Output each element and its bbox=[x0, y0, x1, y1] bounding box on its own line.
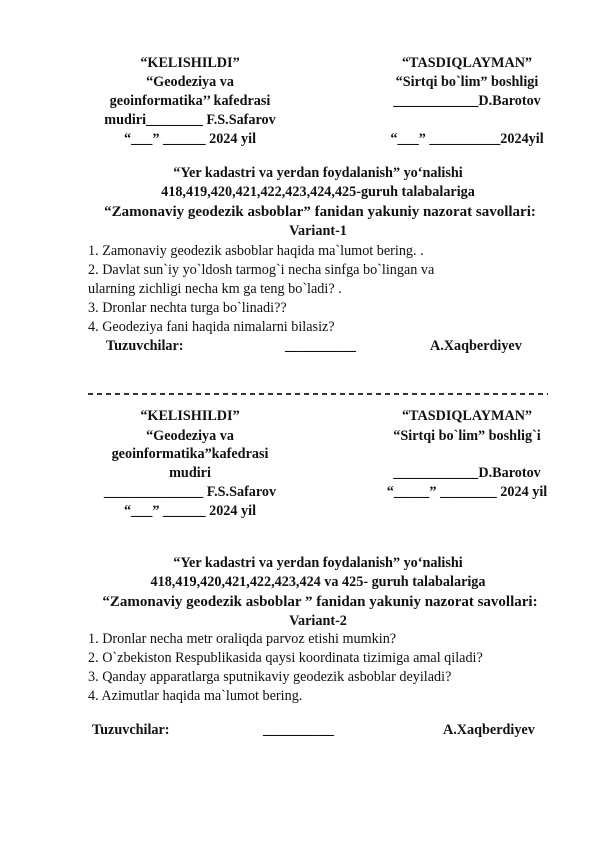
approval-left-line: geoinformatika’’ kafedrasi bbox=[109, 93, 271, 109]
approval-right-line: “___” __________2024yil bbox=[390, 131, 544, 147]
signature-line: __________ bbox=[285, 338, 356, 354]
approval-left-line: ______________ F.S.Safarov bbox=[103, 484, 277, 500]
question-item: 3. Qanday apparatlarga sputnikaviy geodezik asboblar deyiladi? bbox=[88, 669, 452, 685]
question-item: 1. Dronlar necha metr oraliqda parvoz etishi mumkin? bbox=[88, 631, 397, 647]
variant-title: Variant-1 bbox=[289, 223, 347, 239]
variant-title: Variant-2 bbox=[289, 613, 347, 629]
approval-right-line: “_____” ________ 2024 yil bbox=[386, 484, 548, 500]
heading-line: “Zamonaviy geodezik asboblar” fanidan yakuniy nazorat savollari: bbox=[104, 204, 536, 220]
approval-right-line: ____________D.Barotov bbox=[393, 93, 541, 109]
question-item: 3. Dronlar nechta turga bo`linadi?? bbox=[88, 300, 287, 316]
heading-line: “Zamonaviy geodezik asboblar ” fanidan yakuniy nazorat savollari: bbox=[102, 594, 538, 610]
approval-left-line: geoinformatika”kafedrasi bbox=[111, 446, 269, 462]
approval-left-line: “Geodeziya va bbox=[146, 74, 234, 90]
question-item: 1. Zamonaviy geodezik asboblar haqida ma`lumot bering. . bbox=[88, 243, 424, 259]
heading-line: 418,419,420,421,422,423,424,425-guruh talabalariga bbox=[161, 184, 475, 200]
approval-left-title: “KELISHILDI” bbox=[140, 408, 240, 424]
approval-right-line: “Sirtqi bo`lim” boshlig`i bbox=[393, 428, 541, 444]
approval-left-line: mudiri bbox=[169, 465, 211, 481]
signature-line: __________ bbox=[263, 722, 334, 738]
compiler-label: Tuzuvchilar: bbox=[106, 338, 184, 354]
approval-right-line: ____________D.Barotov bbox=[393, 465, 541, 481]
compiler-name: A.Xaqberdiyev bbox=[430, 338, 522, 354]
question-item: ularning zichligi necha km ga teng bo`ladi? . bbox=[88, 281, 342, 297]
question-item: 4. Geodeziya fani haqida nimalarni bilasiz? bbox=[88, 319, 335, 335]
approval-left-line: “Geodeziya va bbox=[146, 428, 234, 444]
approval-left-line: “___” ______ 2024 yil bbox=[123, 503, 257, 519]
heading-line: “Yer kadastri va yerdan foydalanish” yo‘nalishi bbox=[173, 555, 463, 571]
compiler-name: A.Xaqberdiyev bbox=[443, 722, 535, 738]
heading-line: 418,419,420,421,422,423,424 va 425- guruh talabalariga bbox=[150, 574, 486, 590]
question-item: 2. O`zbekiston Respublikasida qaysi koordinata tizimiga amal qiladi? bbox=[88, 650, 483, 666]
approval-left-line: mudiri________ F.S.Safarov bbox=[104, 112, 276, 128]
question-item: 2. Davlat sun`iy yo`ldosh tarmog`i necha sinfga bo`lingan va bbox=[88, 262, 435, 278]
heading-line: “Yer kadastri va yerdan foydalanish” yo‘nalishi bbox=[173, 165, 463, 181]
approval-right-title: “TASDIQLAYMAN” bbox=[401, 55, 533, 71]
approval-left-title: “KELISHILDI” bbox=[140, 55, 240, 71]
approval-right-title: “TASDIQLAYMAN” bbox=[401, 408, 533, 424]
approval-right-line: “Sirtqi bo`lim” boshligi bbox=[395, 74, 539, 90]
approval-left-line: “___” ______ 2024 yil bbox=[123, 131, 257, 147]
compiler-label: Tuzuvchilar: bbox=[92, 722, 170, 738]
cut-line-divider bbox=[88, 393, 548, 395]
question-item: 4. Azimutlar haqida ma`lumot bering. bbox=[88, 688, 303, 704]
